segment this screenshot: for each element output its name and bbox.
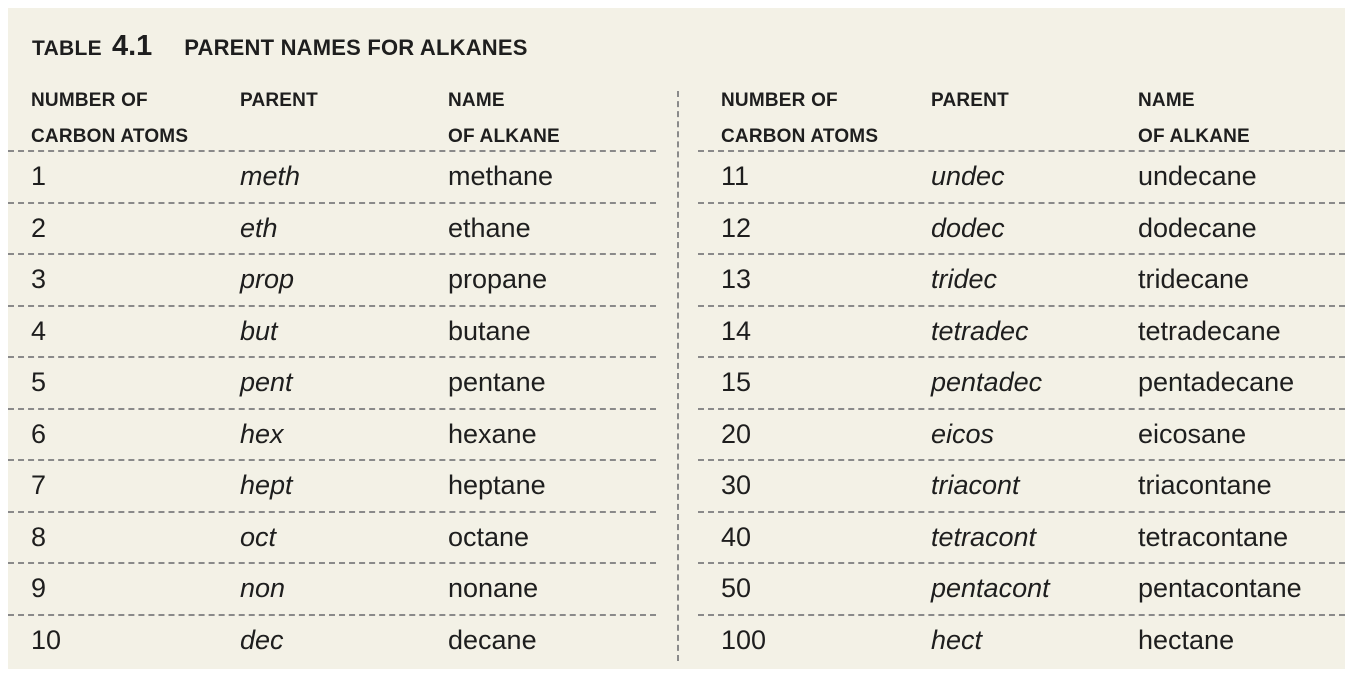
table-row bbox=[698, 152, 1345, 204]
table-panel bbox=[8, 8, 1345, 669]
alkane-name: eicosane bbox=[1138, 418, 1247, 449]
carbon-count: 15 bbox=[721, 367, 752, 397]
table-row bbox=[698, 616, 1345, 666]
table-row bbox=[8, 616, 656, 666]
alkane-name: tetracontane bbox=[1138, 521, 1289, 552]
right-rows bbox=[698, 150, 1345, 665]
alkane-name: decane bbox=[448, 624, 537, 655]
table-row bbox=[698, 513, 1345, 565]
table-row bbox=[698, 204, 1345, 256]
carbon-count: 11 bbox=[721, 161, 750, 191]
carbon-count: 12 bbox=[721, 212, 752, 243]
table-row bbox=[8, 564, 656, 616]
table-row bbox=[698, 564, 1345, 616]
carbon-count: 30 bbox=[721, 470, 752, 500]
carbon-count: 9 bbox=[31, 573, 47, 603]
parent-name: eth bbox=[240, 212, 278, 243]
alkane-name: ethane bbox=[448, 212, 531, 243]
header-parent: PARENT bbox=[240, 90, 318, 111]
alkane-name: propane bbox=[448, 264, 548, 294]
alkane-name: dodecane bbox=[1138, 212, 1257, 243]
parent-name: tetradec bbox=[931, 315, 1029, 346]
table-row bbox=[8, 255, 656, 307]
parent-name: undec bbox=[931, 161, 1005, 191]
carbon-count: 6 bbox=[31, 418, 47, 449]
parent-name: eicos bbox=[931, 418, 995, 449]
alkane-name: pentane bbox=[448, 367, 546, 397]
alkane-name: methane bbox=[448, 161, 554, 191]
carbon-count: 13 bbox=[721, 264, 752, 294]
table-row bbox=[698, 255, 1345, 307]
table-row bbox=[8, 307, 656, 359]
parent-name: hex bbox=[240, 418, 284, 449]
parent-name: pentacont bbox=[931, 573, 1050, 603]
alkane-name: hectane bbox=[1138, 624, 1235, 655]
carbon-count: 2 bbox=[31, 212, 47, 243]
column-divider bbox=[677, 91, 679, 661]
parent-name: oct bbox=[240, 521, 277, 552]
table-caption: PARENT NAMES FOR ALKANES bbox=[184, 35, 528, 60]
header-carbon-atoms: NUMBER OF CARBON ATOMS bbox=[31, 90, 189, 147]
carbon-count: 8 bbox=[31, 521, 47, 552]
carbon-count: 100 bbox=[721, 624, 767, 655]
table-row bbox=[8, 204, 656, 256]
alkane-name: pentacontane bbox=[1138, 573, 1302, 603]
table-title bbox=[32, 30, 528, 66]
carbon-count: 1 bbox=[31, 161, 47, 191]
parent-name: hept bbox=[240, 470, 293, 500]
parent-name: pent bbox=[240, 367, 293, 397]
table-row bbox=[698, 410, 1345, 462]
parent-name: hect bbox=[931, 624, 983, 655]
table-row bbox=[8, 513, 656, 565]
table-number: 4.1 bbox=[111, 30, 153, 62]
parent-name: tridec bbox=[931, 264, 998, 294]
left-rows bbox=[8, 150, 656, 665]
parent-name: non bbox=[240, 573, 286, 603]
table-row bbox=[698, 461, 1345, 513]
parent-name: prop bbox=[240, 264, 295, 294]
table-row bbox=[8, 152, 656, 204]
alkane-name: hexane bbox=[448, 418, 537, 449]
parent-name: triacont bbox=[931, 470, 1020, 500]
carbon-count: 40 bbox=[721, 521, 752, 552]
parent-name: dec bbox=[240, 624, 284, 655]
alkane-name: pentadecane bbox=[1138, 367, 1295, 397]
carbon-count: 14 bbox=[721, 315, 752, 346]
carbon-count: 3 bbox=[31, 264, 47, 294]
alkane-name: octane bbox=[448, 521, 530, 552]
table-row bbox=[698, 307, 1345, 359]
carbon-count: 4 bbox=[31, 315, 47, 346]
alkane-name: tridecane bbox=[1138, 264, 1250, 294]
carbon-count: 7 bbox=[31, 470, 47, 500]
carbon-count: 5 bbox=[31, 367, 47, 397]
parent-name: pentadec bbox=[931, 367, 1043, 397]
table-label: TABLE bbox=[32, 37, 102, 60]
table-row bbox=[8, 358, 656, 410]
table-row bbox=[8, 410, 656, 462]
table-row bbox=[698, 358, 1345, 410]
carbon-count: 10 bbox=[31, 624, 62, 655]
carbon-count: 20 bbox=[721, 418, 752, 449]
parent-name: tetracont bbox=[931, 521, 1037, 552]
alkane-name: tetradecane bbox=[1138, 315, 1281, 346]
alkane-name: heptane bbox=[448, 470, 546, 500]
header-parent: PARENT bbox=[931, 90, 1009, 111]
carbon-count: 50 bbox=[721, 573, 752, 603]
parent-name: dodec bbox=[931, 212, 1005, 243]
alkane-name: undecane bbox=[1138, 161, 1257, 191]
header-name-of-alkane: NAME OF ALKANE bbox=[1138, 90, 1250, 147]
alkane-name: nonane bbox=[448, 573, 539, 603]
alkane-name: butane bbox=[448, 315, 531, 346]
parent-name: meth bbox=[240, 161, 301, 191]
header-name-of-alkane: NAME OF ALKANE bbox=[448, 90, 560, 147]
header-carbon-atoms: NUMBER OF CARBON ATOMS bbox=[721, 90, 879, 147]
parent-name: but bbox=[240, 315, 278, 346]
table-row bbox=[8, 461, 656, 513]
alkane-name: triacontane bbox=[1138, 470, 1272, 500]
